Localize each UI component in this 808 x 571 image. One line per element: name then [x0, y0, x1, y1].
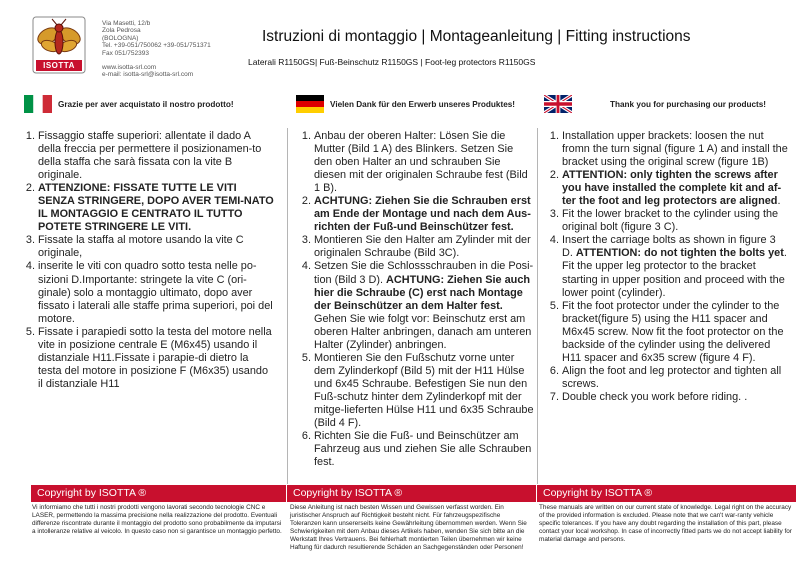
step-item: 1. Anbau der oberen Halter: Lösen Sie die Mutter (Bild 1 A) des Blinkers. Setzen Sie den oben Halter an und schrauben Sie diesen mit der originalen Schraube fest (Bild 1 B). [314, 130, 534, 195]
copyright-label-de: Copyright by ISOTTA ® [293, 487, 403, 499]
copyright-label-it: Copyright by ISOTTA ® [37, 487, 147, 499]
company-address [102, 20, 211, 79]
step-item: 3. Fissate la staffa al motore usando la vite C originale, [38, 234, 275, 260]
copyright-bar [31, 485, 796, 502]
step-item: 5. Montieren Sie den Fußschutz vorne unter dem Zylinderkopf (Bild 5) mit der H11 Hülse und 6x45 Schraube. Befestigen Sie nun den Fuß-schutz hinter dem Zylinderkopf mit der mitge-lieferten Hülse H11 und 6x35 Schraube (Bild 4 F). [314, 352, 534, 430]
address-line: Zola Pedrosa [102, 27, 141, 35]
instructions-en [541, 130, 788, 404]
address-line: Tel. +39-051/750062 +39-051/751371 [102, 42, 211, 50]
thanks-de: Vielen Dank für den Erwerb unseres Produktes! [330, 99, 516, 109]
germany-flag-icon [296, 95, 324, 113]
steps-list-it [17, 130, 275, 391]
step-item: 6. Align the foot and leg protector and tighten all screws. [562, 365, 788, 391]
step-item: 4. inserite le viti con quadro sotto testa nelle po-sizioni D.Importante: stringete la vite C (ori-ginale) solo a montaggio ultimato, dopo aver fissato i laterali alle staffe prima superiori, poi del motore. [38, 260, 275, 325]
disclaimer-en: These manuals are written on our current state of knowledge. Legal right on the accuracy of the provided information is excluded. Please note that we can't war-ranty vehicle specific tolerances. If you have any doubt regarding the installation of this part, please contact your local workshop. In case of incorrectly fitted parts we do not accept liability for material damage and persons. [539, 504, 792, 543]
thanks-en: Thank you for purchasing our products! [610, 99, 767, 109]
italy-flag-icon [24, 95, 52, 113]
page-subtitle: Laterali R1150GS| Fuß-Beinschutz R1150GS | Foot-leg protectors R1150GS [248, 57, 536, 67]
logo-text: ISOTTA [43, 61, 75, 70]
address-line: Via Masetti, 12/b [102, 20, 151, 27]
step-item: 7. Double check you work before riding. . [562, 391, 788, 404]
disclaimer-de: Diese Anleitung ist nach besten Wissen und Gewissen verfasst worden. Ein juristischer Anspruch auf Richtigkeit besteht nicht. Für fahrzeugspezifische Toleranzen kann unsererseits keine Gewährleitung übernommen werden. Wenn Sie Schwierigkeiten mit dem Anbau dieses Artikels haben, wenden Sie sich bitte an die Werkstatt Ihres Vertrauens. Bei fehlerhaft montierten Teilen übernehmen wir keine Haftung für dadurch resultierende Schäden an Sachgegenständen oder Personen! [290, 504, 527, 551]
steps-list-en [541, 130, 788, 404]
copyright-label-en: Copyright by ISOTTA ® [543, 487, 653, 499]
step-item: 4. Setzen Sie die Schlossschrauben in die Posi-tion (Bild 3 D). ACHTUNG: Ziehen Sie auch hier die Schraube (C) erst nach Montage der Beinschützer an dem Halter fest. Gehen Sie wie folgt vor: Beinschutz erst am oberen Halter anbringen, danach am unteren Halter (Zylinder) anbringen. [314, 260, 534, 351]
step-item: 6. Richten Sie die Fuß- und Beinschützer am Fahrzeug aus und ziehen Sie alle Schrauben fest. [314, 430, 534, 469]
page-title: Istruzioni di montaggio | Montageanleitung | Fitting instructions [262, 28, 691, 45]
column-divider [287, 128, 288, 484]
uk-flag-icon [544, 95, 572, 113]
step-item: 4. Insert the carriage bolts as shown in figure 3 D. ATTENTION: do not tighten the bolts yet. Fit the upper leg protector to the bracket starting in upper position and proceed with the lower point (cylinder). [562, 234, 788, 299]
step-item: 2. ACHTUNG: Ziehen Sie die Schrauben erst am Ende der Montage und nach dem Aus-richten der Fuß-und Beinschützer fest. [314, 195, 534, 234]
step-item: 3. Fit the lower bracket to the cylinder using the original bolt (figure 3 C). [562, 208, 788, 234]
instructions-de [293, 130, 534, 469]
step-item: 5. Fissate i parapiedi sotto la testa del motore nella vite in posizione centrale E (M6x45) usando il distanziale H11.Fissate i parapie-di dietro la testa del motore in posizione F (M6x35) usando il distanziale H11 [38, 326, 275, 391]
thanks-it: Grazie per aver acquistato il nostro prodotto! [58, 99, 234, 109]
address-line: Fax 051/752393 [102, 49, 149, 57]
lang-header-de [296, 91, 536, 117]
instructions-it [17, 130, 275, 391]
step-item: 1. Fissaggio staffe superiori: allentate il dado A della freccia per permettere il posizionamen-to della staffa che sarà fissata con la vite B originale. [38, 130, 275, 182]
step-item: 5. Fit the foot protector under the cylinder to the bracket(figure 5) using the H11 spacer and M6x45 screw. Now fit the foot protector on the backside of the cylinder using the delivered H11 spacer and 6x35 screw (figure 4 F). [562, 300, 788, 365]
address-line [102, 57, 211, 64]
disclaimer-it: Vi informiamo che tutti i nostri prodotti vengono lavorati secondo tecnologie CNC e LASER, permettendo la massima precisione nella realizzazione del prodotto. Eventuali differenze riscontrate durante il montaggio del prodotto sono probabilmente da imputarsi a intolleranze relative al veicolo. In questo caso non si garantisce un montaggio perfetto. [32, 504, 282, 535]
email-link[interactable]: e-mail: isotta-srl@isotta-srl.com [102, 71, 194, 79]
lang-header-en [544, 91, 794, 117]
column-divider [537, 128, 538, 484]
lang-header-it [24, 91, 282, 117]
isotta-logo [32, 16, 86, 74]
address-line: (BOLOGNA) [102, 34, 139, 42]
steps-list-de [293, 130, 534, 469]
step-item: 2. ATTENZIONE: FISSATE TUTTE LE VITI SENZA STRINGERE, DOPO AVER TEMI-NATO IL MONTAGGIO E CENTRATO IL TUTTO POTETE STRINGERE LE VITI. [38, 182, 275, 234]
website-link[interactable]: www.isotta-srl.com [102, 64, 157, 72]
step-item: 2. ATTENTION: only tighten the screws after you have installed the complete kit and af-ter the foot and leg protectors are aligned. [562, 169, 788, 208]
step-item: 1. Installation upper brackets: loosen the nut fromn the turn signal (figure 1 A) and install the bracket using the original screw (figure 1B) [562, 130, 788, 169]
step-item: 3. Montieren Sie den Halter am Zylinder mit der originalen Schraube (Bild 3C). [314, 234, 534, 260]
